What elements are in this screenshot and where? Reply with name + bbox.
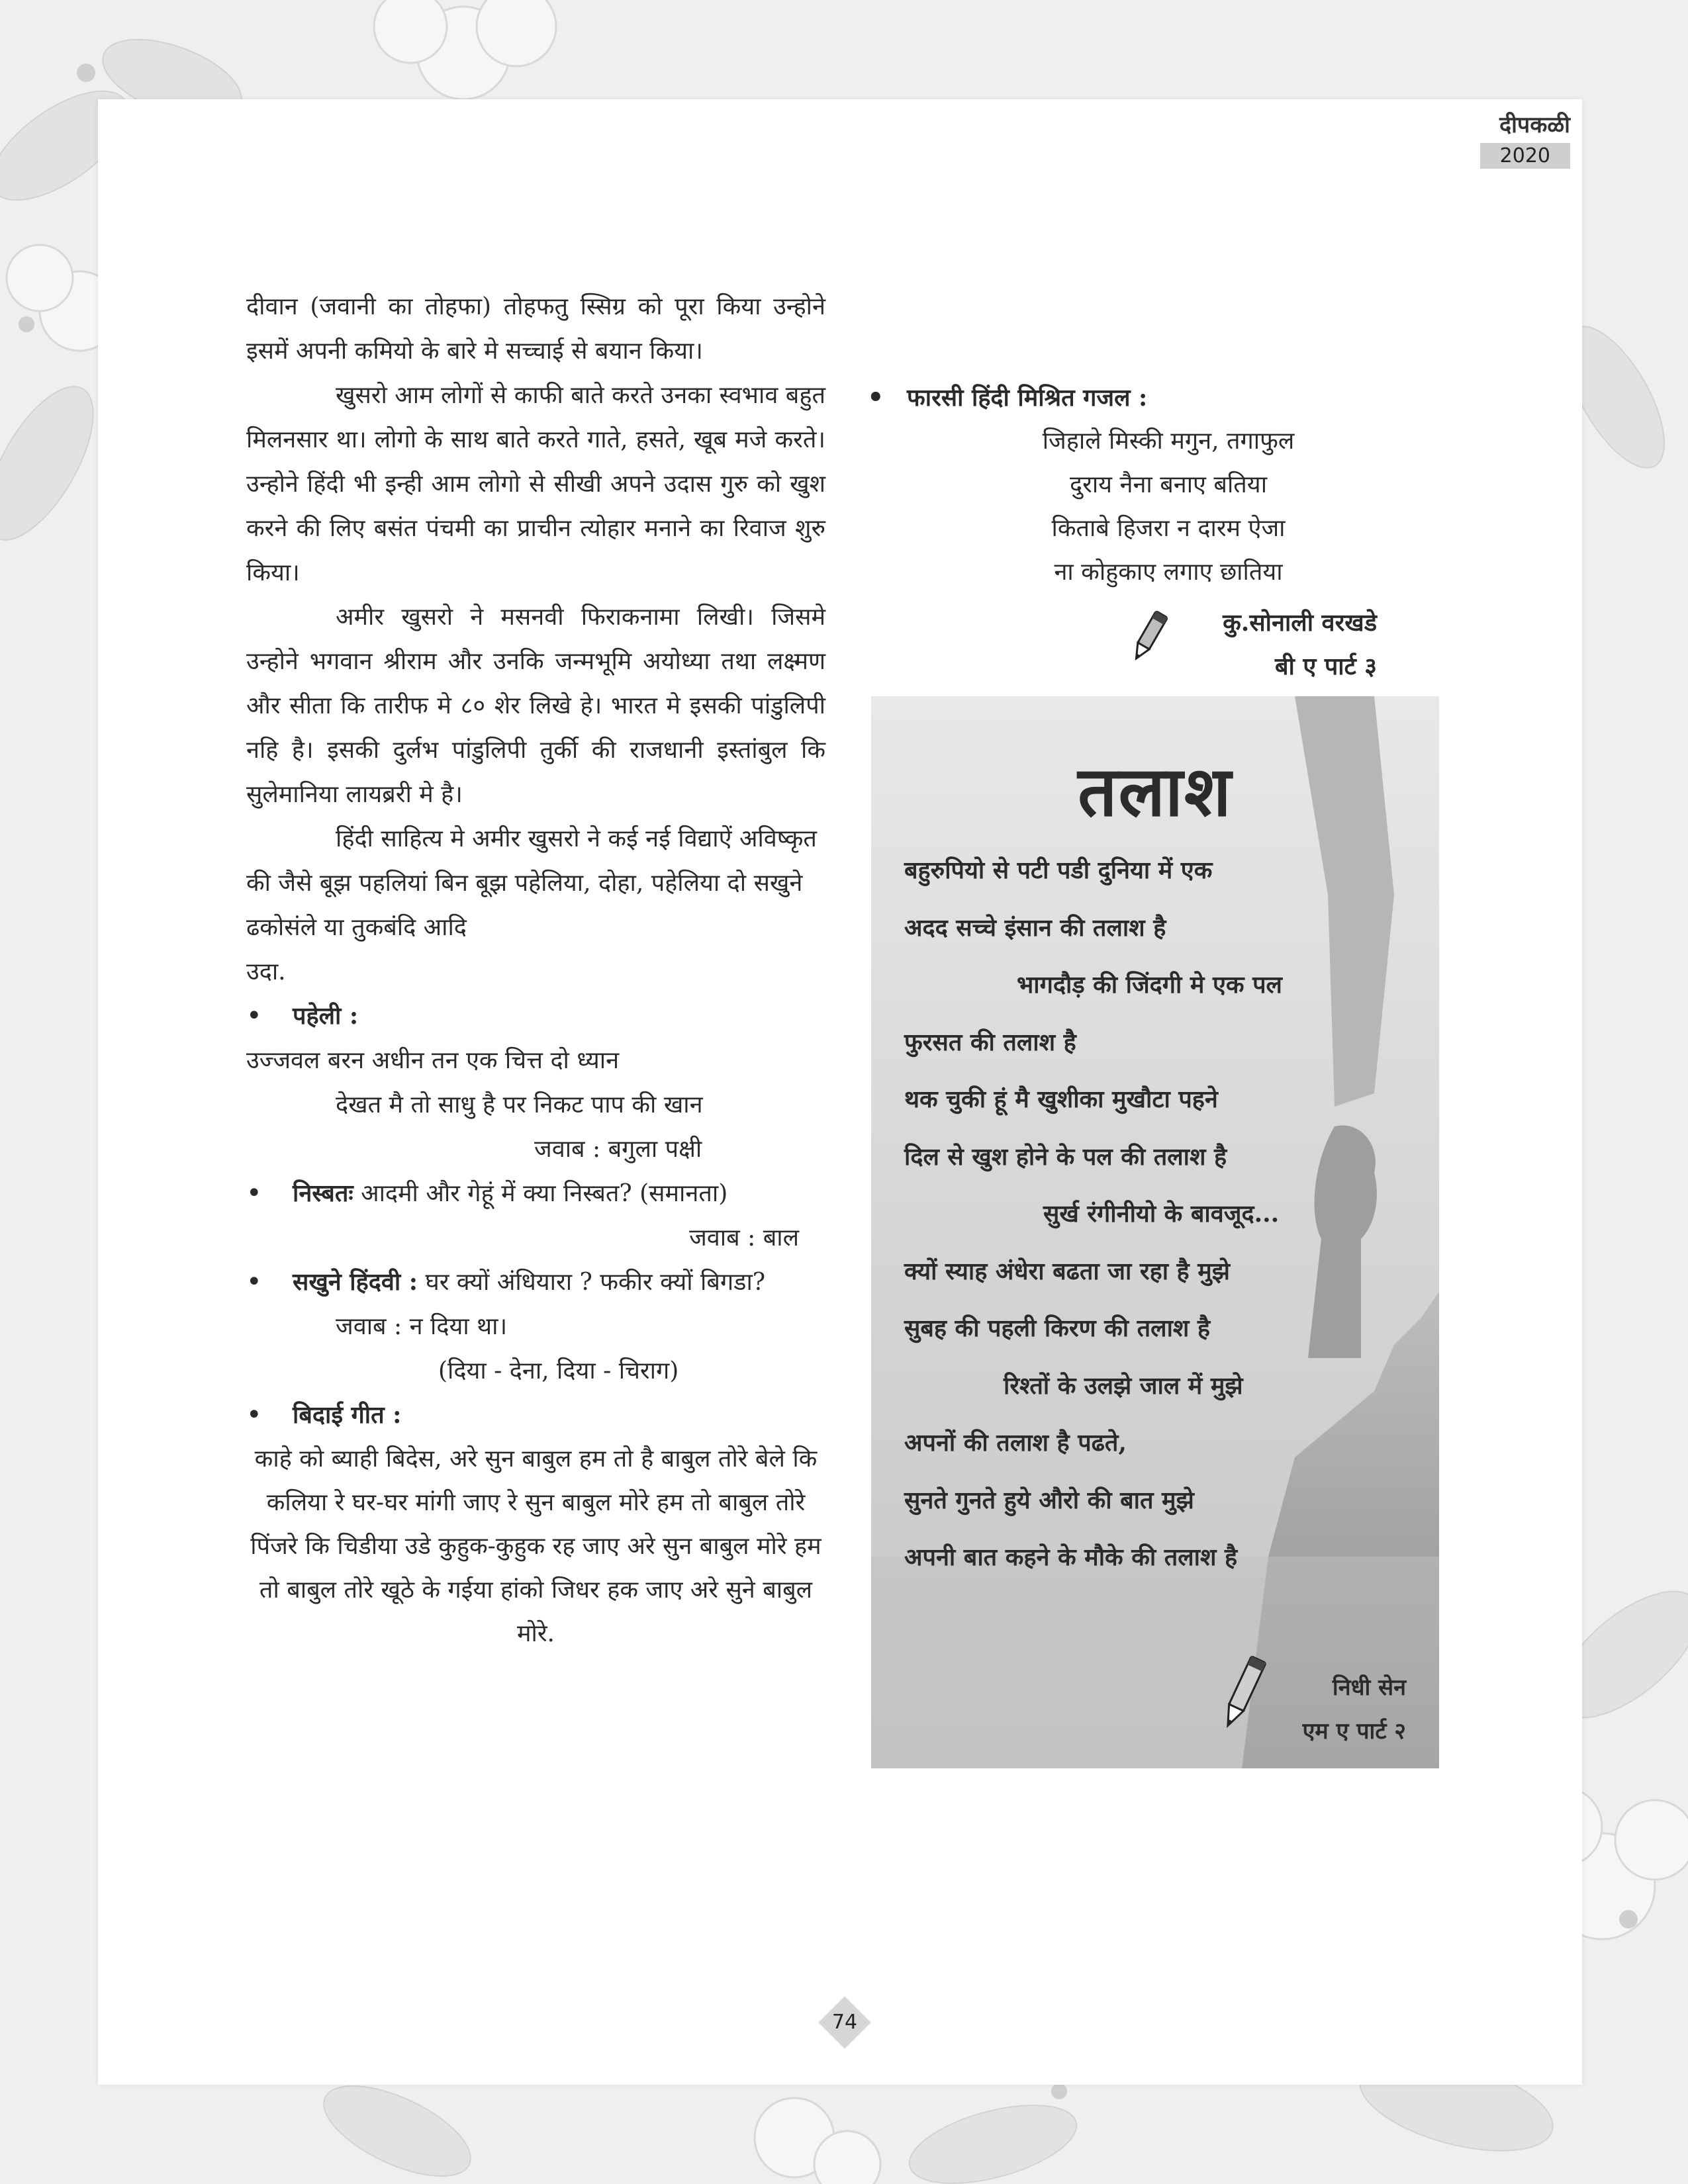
ghazal-title: • फारसी हिंदी मिश्रित गजल : (867, 376, 1417, 420)
bullet-icon: • (246, 1267, 262, 1297)
poem-line: सुर्ख रंगीनीयो के बावजूद... (1043, 1200, 1280, 1228)
bidai-song: काहे को ब्याही बिदेस, अरे सुन बाबुल हम तो है बाबुल तोरे बेले कि कलिया रे घर-घर मांगी जाए रे सुन बाबुल मोरे हम तो बाबुल तोरे पिंजरे कि चिडीया उडे कुहुक-कुहुक रह जाए अरे सुन बाबुल मोरे हम तो बाबुल तोरे खूठे के गईया हांको जिधर हक जाए अरे सुने बाबुल मोरे. (250, 1445, 821, 1647)
nisbat-item: • निस्बतः आदमी और गेहूं में क्या निस्बत? (समानता) (246, 1171, 825, 1216)
poem-author: निधी सेन (1332, 1674, 1406, 1701)
paheli-answer: जवाब : बगुला पक्षी (534, 1136, 702, 1163)
bullet-icon: • (867, 382, 884, 413)
page-number: 74 (831, 2011, 858, 2034)
nisbat-answer: जवाब : बाल (689, 1224, 799, 1251)
poem-body (904, 842, 1427, 1586)
paragraph-khusro-nature: खुसरो आम लोगों से काफी बाते करते उनका स्वभाव बहुत मिलनसार था। लोगो के साथ बाते करते गाते, हसते, खूब मजे करते। उन्होने हिंदी भी इन्ही आम लोगो से सीखी अपने उदास गुरु को खुश करने की लिए बसंत पंचमी का प्राचीन त्योहार मनाने का रिवाज शुरु किया। (246, 382, 825, 586)
bullet-icon: • (246, 1400, 262, 1430)
sakhune-note: (दिया - देना, दिया - चिराग) (438, 1357, 679, 1385)
poem-signature (1303, 1666, 1406, 1753)
poem-line: सुबह की पहली किरण की तलाश है (904, 1314, 1211, 1342)
ghazal-line: जिहाले मिस्की मगुन, तगाफुल (1042, 428, 1295, 455)
magazine-title: दीपकळी (1499, 112, 1570, 138)
pen-icon (1215, 1653, 1268, 1739)
poem-line: रिश्तों के उलझे जाल में मुझे (1004, 1371, 1243, 1400)
ghazal-line: किताबे हिजरा न दारम ऐजा (1051, 515, 1286, 542)
paheli-heading: • पहेली : (246, 994, 825, 1038)
ghazal-line: दुराय नैना बनाए बतिया (1069, 471, 1268, 498)
intro-paragraph: दीवान (जवानी का तोहफा) तोहफतु स्सिग्र को पूरा किया उन्होने इसमें अपनी कमियो के बारे मे सच्चाई से बयान किया। (246, 293, 825, 365)
paragraph-hindi-literature: हिंदी साहित्य मे अमीर खुसरो ने कई नई विद्याऐं अविष्कृत की जैसे बूझ पहलियां बिन बूझ पहेलिया, दोहा, पहेलिया दो सखुने ढकोसंले या तुकबंदि आदि (246, 825, 817, 941)
paragraph-masnavi: अमीर खुसरो ने मसनवी फिराकनामा लिखी। जिसमे उन्होने भगवान श्रीराम और उनकि जन्मभूमि अयोध्या तथा लक्ष्मण और सीता कि तारीफ मे ८० शेर लिखे हे। भारत मे इसकी पांडुलिपी नहि है। इसकी दुर्लभ पांडुलिपी तुर्की की राजधानी इस्तांबुल कि सुलेमानिया लायब्ररी मे है। (246, 604, 825, 808)
poem-box (871, 696, 1439, 1768)
paheli-line-1: उज्जवल बरन अधीन तन एक चित्त दो ध्यान (246, 1047, 620, 1074)
poem-line: बहुरुपियो से पटी पडी दुनिया में एक (904, 856, 1213, 884)
ghazal-author-class: बी ए पार्ट ३ (1274, 653, 1377, 680)
poem-line: भागदौड़ की जिंदगी मे एक पल (1017, 971, 1282, 999)
example-label: उदा. (246, 958, 286, 985)
magazine-year: 2020 (1480, 143, 1570, 169)
page-number-badge (820, 1997, 870, 2048)
ghazal-author: कु.सोनाली वरखडे (1223, 609, 1377, 637)
sakhune-item: • सखुने हिंदवी : घर क्यों अंधियारा ? फकीर क्यों बिगडा? (246, 1260, 825, 1304)
bullet-icon: • (246, 1001, 262, 1031)
poem-line: सुनते गुनते हुये औरो की बात मुझे (904, 1486, 1194, 1514)
poem-line: अपनों की तलाश है पढते, (904, 1429, 1127, 1457)
poem-line: फुरसत की तलाश है (904, 1028, 1076, 1056)
bullet-icon: • (246, 1178, 262, 1208)
poem-line: दिल से खुश होने के पल की तलाश है (904, 1142, 1227, 1171)
magazine-header (1480, 109, 1570, 169)
sakhune-answer: जवाब : न दिया था। (336, 1313, 508, 1340)
paheli-line-2: देखत मै तो साधु है पर निकट पाप की खान (336, 1091, 703, 1118)
left-column (246, 285, 825, 1656)
poem-line: अदद सच्चे इंसान की तलाश है (904, 913, 1166, 942)
ghazal-line: ना कोहुकाए लगाए छातिया (1054, 559, 1283, 586)
poem-author-class: एम ए पार्ट २ (1302, 1718, 1406, 1745)
ghazal-section (867, 376, 1417, 594)
poem-line: थक चुकी हूं मै खुशीका मुखौटा पहने (904, 1085, 1218, 1113)
ghazal-signature (1125, 601, 1377, 688)
bidai-heading: • बिदाई गीत : (246, 1393, 825, 1437)
poem-line: क्यों स्याह अंधेरा बढता जा रहा है मुझे (904, 1257, 1230, 1285)
poem-title: तलाश (1078, 751, 1233, 832)
poem-line: अपनी बात कहने के मौके की तलाश है (904, 1543, 1238, 1571)
